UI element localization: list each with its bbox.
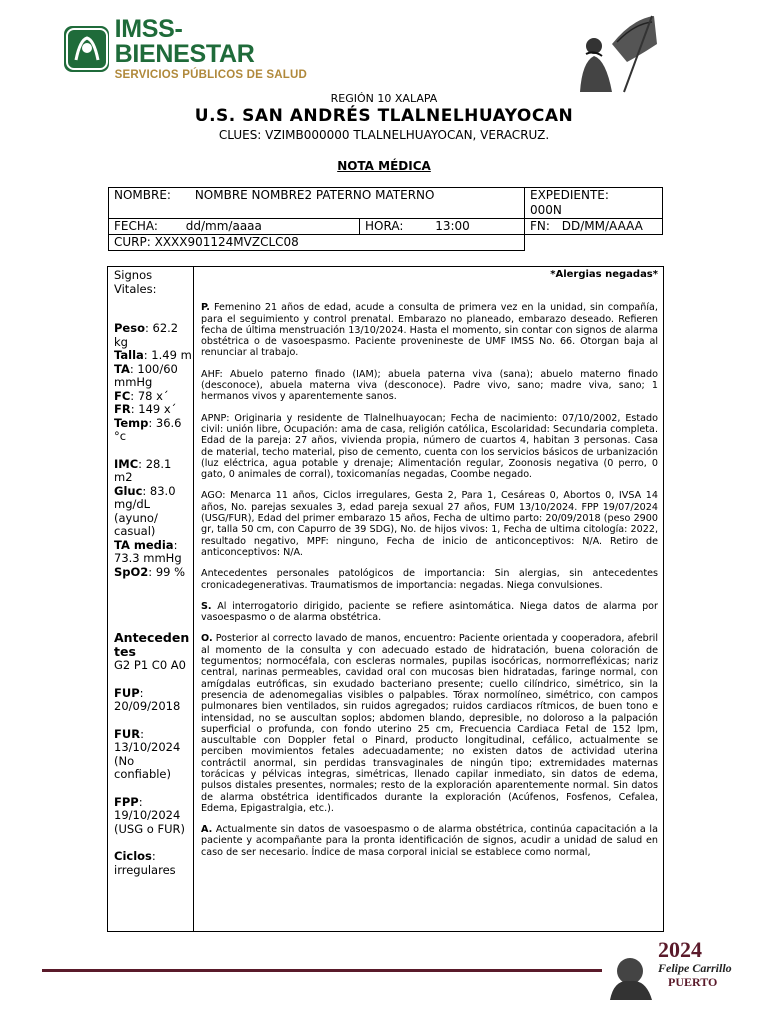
document-title: NOTA MÉDICA	[337, 159, 431, 173]
vitals-column	[108, 267, 194, 931]
hour-cell	[360, 219, 525, 235]
hour-label: HORA:	[365, 219, 404, 233]
fn-cell	[525, 219, 663, 235]
ago-paragraph: AGO: Menarca 11 años, Ciclos irregulares, Gesta 2, Para 1, Cesáreas 0, Abortos 0, IVSA 14 años, No. parejas sexuales 3, edad pareja sexual 27 años, FUM 13/10/2024. FPP 19/07/2024 (USG/FUR), Edad del primer embarazo 15 años, Fecha de ultimo parto: 20/09/2018 (peso 2900 gr, talla 50 cm, con Capurro de 39 SDG), No. de hijos vivos: 1, Fecha de ultima citología: 2022, resultado negativo, MPF: ninguno, Fecha de inicio de anticonceptivos: N/A. Retiro de anticonceptivos: N/A.	[201, 490, 658, 558]
name-cell	[109, 188, 525, 219]
antecedentes-label: Antecedentes	[114, 630, 190, 659]
expediente-value: 000N	[530, 203, 562, 217]
presentation-paragraph: P. Femenino 21 años de edad, acude a consulta de primera vez en la unidad, sin compañía, para el seguimiento y control prenatal. Embarazo no planeado, embarazo deseado. Refieren fecha de última menstruación 13/10/2024. Hasta el momento, sin contar con signos de alarma obstétrica o de vasoespasmo. Paciente provenineste de UMF IMSS No. 66. Otorgan baja al renunciar al trabajo.	[201, 302, 658, 359]
ahf-paragraph: AHF: Abuelo paterno finado (IAM); abuela paterna viva (sana); abuelo materno finado (desconoce), abuela materna viva (desconoce). Padre vivo, sano; madre viva, sano; 1 hermanos vivos y aparentemente sanos.	[201, 368, 658, 403]
name-label: NOMBRE:	[114, 188, 171, 202]
apnp-paragraph: APNP: Originaria y residente de Tlalnelhuayocan; Fecha de nacimiento: 07/10/2002, Estado civil: unión libre, Ocupación: ama de casa, religión católica, Escolaridad: Secundaria completa. Edad de la pareja: 27 años, vivienda propia, número de cuartos 4, habitan 3 personas. Casa de material, techo material, piso de cemento, cuenta con los servicios básicos de urbanización (luz eléctrica, agua potable y drenaje; Alimentación regular, Zoonosis negativa (0 perro, 0 gato, 0 animales de corral), toxicomanías negadas, Coombe negado.	[201, 412, 658, 481]
note-body	[107, 266, 664, 932]
gesta-summary: G2 P1 C0 A0	[114, 658, 186, 672]
flag-figure-illustration	[572, 14, 662, 94]
app-paragraph: Antecedentes personales patológicos de importancia: Sin alergias, sin antecedentes cronicadegenerativas. Traumatismos de importancia: negadas. Niega convulsiones.	[201, 568, 658, 591]
region-label: REGIÓN 10 XALAPA	[330, 92, 438, 105]
footer-name: Felipe Carrillo	[658, 961, 732, 975]
logo-subtitle: SERVICIOS PÚBLICOS DE SALUD	[114, 68, 307, 81]
name-value: NOMBRE NOMBRE2 PATERNO MATERNO	[194, 188, 435, 202]
footer-year: 2024	[658, 937, 702, 962]
unit-title: U.S. SAN ANDRÉS TLALNELHUAYOCAN	[194, 106, 574, 126]
curp-cell: CURP: XXXX901124MVZCLC08	[109, 235, 525, 251]
date-label: FECHA:	[114, 219, 158, 233]
vital-ta-media: TA media: 73.3 mmHg	[114, 537, 182, 565]
imss-bienestar-logo	[64, 14, 316, 81]
assessment-paragraph: A. Actualmente sin datos de vasoespasmo o de alarma obstétrica, continúa capacitación a la paciente y acompañante para la pronta identificación de signos, acudir a unidad de salud en caso de ser necesario. Índice de masa corporal inicial se establece como normal,	[201, 824, 658, 858]
vital-fr: FR: 149 x´	[114, 402, 177, 416]
vital-imc: IMC: 28.1 m2	[114, 456, 172, 484]
empty-cell	[525, 235, 663, 251]
vital-temp: Temp: 36.6 °c	[114, 415, 182, 443]
ciclos-entry: Ciclos: irregulares	[114, 849, 176, 877]
vitals-title: Signos Vitales:	[114, 268, 157, 296]
fn-value: DD/MM/AAAA	[561, 219, 643, 233]
imss-emblem-icon	[64, 26, 109, 72]
allergies-note: *Alergias negadas*	[550, 269, 658, 280]
vital-fc: FC: 78 x´	[114, 388, 169, 403]
fpp-entry: FPP: 19/10/2024 (USG o FUR)	[114, 794, 185, 836]
hour-value: 13:00	[435, 219, 470, 233]
vital-ta: TA: 100/60 mmHg	[114, 361, 178, 389]
vital-gluc: Gluc: 83.0 mg/dL (ayuno/ casual)	[114, 483, 176, 538]
soap-column	[195, 267, 663, 931]
subjective-paragraph: S. Al interrogatorio dirigido, paciente se refiere asintomática. Niega datos de alarma por vasoespasmo o de alarma obstétrica.	[201, 600, 658, 624]
vital-spo2: SpO2: 99 %	[114, 564, 186, 579]
footer-divider	[42, 969, 602, 972]
fn-label: FN:	[530, 219, 550, 233]
date-cell	[109, 219, 360, 235]
logo-title: IMSS-BIENESTAR	[114, 14, 255, 68]
footer-name2: PUERTO	[668, 975, 718, 989]
objective-paragraph: O. Posterior al correcto lavado de manos, encuentro: Paciente orientada y cooperadora, afebril al momento de la consulta y con adecuado estado de hidratación, buena coloración de tegumentos; normocéfala, con escleras normales, pupilas isocóricas, normorrefléxicas; nariz central, narinas permeables, cavidad oral con mucosas bien hidratadas, faringe normal, con amígdalas eutróficas, sin exudado bacteriano presente; cuello cilíndrico, simétrico, sin la presencia de adenomegalias visibles o palpables. Tórax normolíneo, simétrico, con campos pulmonares bien ventilados, sin ruidos agregados; ruidos cardiacos rítmicos, de buen tono e intensidad, no se auscultan soplos; abdomen blando, depresible, no doloroso a la palpación superficial o profunda, con fondo uterino 25 cm, Frecuencia Cardiaca Fetal de 152 lpm, auscultable con Doppler fetal o Pinard, producto longitudinal, cefálico, actualmente se perciben movimientos fetales adecuadamente; no existen datos de actividad uterina contráctil anormal, sin perdidas transvaginales de ningún tipo; extremidades maternas torácicas y pélvicas integras, simétricas, llenado capilar inmediato, sin datos de edema, pulsos distales presentes, normales; resto de la exploración aparentemente normal. Sin datos de alarma obstétrica identificados durante la exploración (Acúfenos, Fosfenos, Cefalea, Edema, Epigastralgia, etc.).	[201, 633, 658, 814]
expediente-cell	[525, 188, 663, 219]
expediente-label: EXPEDIENTE:	[530, 188, 609, 202]
patient-info-table	[108, 187, 663, 251]
fur-entry: FUR: 13/10/2024 (No confiable)	[114, 726, 181, 781]
clues-line: CLUES: VZIMB000000 TLALNELHUAYOCAN, VERACRUZ.	[218, 128, 550, 142]
felipe-carrillo-puerto-logo	[606, 935, 736, 1000]
vital-talla: Talla: 1.49 m	[114, 348, 192, 362]
date-value: dd/mm/aaaa	[185, 219, 262, 233]
vital-peso: Peso: 62.2 kg	[114, 321, 179, 349]
fup-entry: FUP: 20/09/2018	[114, 685, 181, 713]
